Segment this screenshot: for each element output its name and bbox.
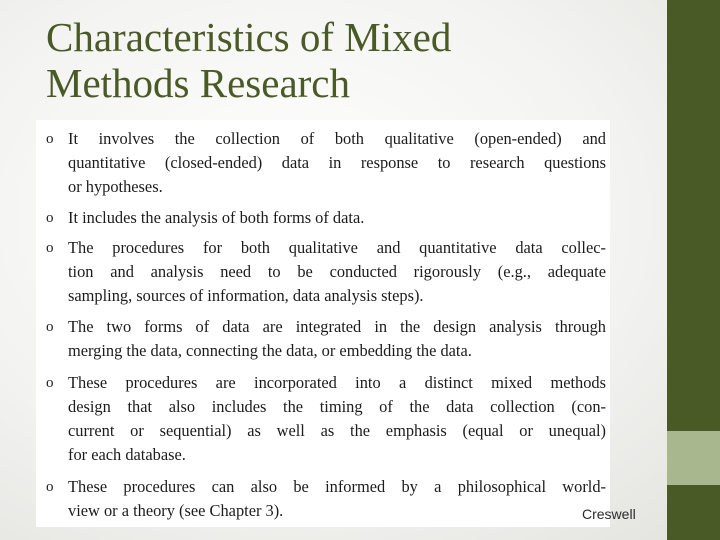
slide-title-line-2: Methods Research xyxy=(46,60,350,106)
bullet-marker: o xyxy=(46,319,54,335)
bullet-line: The two forms of data are integrated in the design analysis through xyxy=(68,317,606,336)
bullet-line: for each database. xyxy=(68,445,186,464)
bullet-line: merging the data, connecting the data, or embedding the data. xyxy=(68,341,472,360)
bullet-line: view or a theory (see Chapter 3). xyxy=(68,501,284,520)
right-accent-band-highlight xyxy=(667,431,720,485)
bullet-text xyxy=(68,475,606,523)
bullet-line: current or sequential) as well as the emphasis (equal or unequal) xyxy=(68,421,606,440)
bullet-text xyxy=(68,371,606,467)
bullet-text xyxy=(68,206,606,230)
bullet-text xyxy=(68,127,606,199)
bullet-line: It involves the collection of both qualitative (open-ended) and xyxy=(68,129,606,148)
bullet-line: These procedures are incorporated into a distinct mixed methods xyxy=(68,373,606,392)
bullet-text xyxy=(68,315,606,363)
bullet-line: or hypotheses. xyxy=(68,177,163,196)
bullet-line: sampling, sources of information, data analysis steps). xyxy=(68,286,424,305)
content-image-box xyxy=(36,120,610,527)
bullet-marker: o xyxy=(46,375,54,391)
bullet-line: tion and analysis need to be conducted rigorously (e.g., adequate xyxy=(68,262,606,281)
slide-title xyxy=(46,14,646,106)
bullet-line: design that also includes the timing of the data collection (con- xyxy=(68,397,606,416)
bullet-marker: o xyxy=(46,479,54,495)
bullet-marker: o xyxy=(46,131,54,147)
source-credit: Creswell xyxy=(582,506,636,522)
bullet-line: It includes the analysis of both forms of data. xyxy=(68,208,365,227)
bullet-marker: o xyxy=(46,210,54,226)
bullet-marker: o xyxy=(46,240,54,256)
slide-title-line-1: Characteristics of Mixed xyxy=(46,14,452,60)
bullet-line: The procedures for both qualitative and quantitative data collec- xyxy=(68,238,606,257)
bullet-line: quantitative (closed-ended) data in response to research questions xyxy=(68,153,606,172)
bullet-text xyxy=(68,236,606,308)
bullet-line: These procedures can also be informed by a philosophical world- xyxy=(68,477,606,496)
